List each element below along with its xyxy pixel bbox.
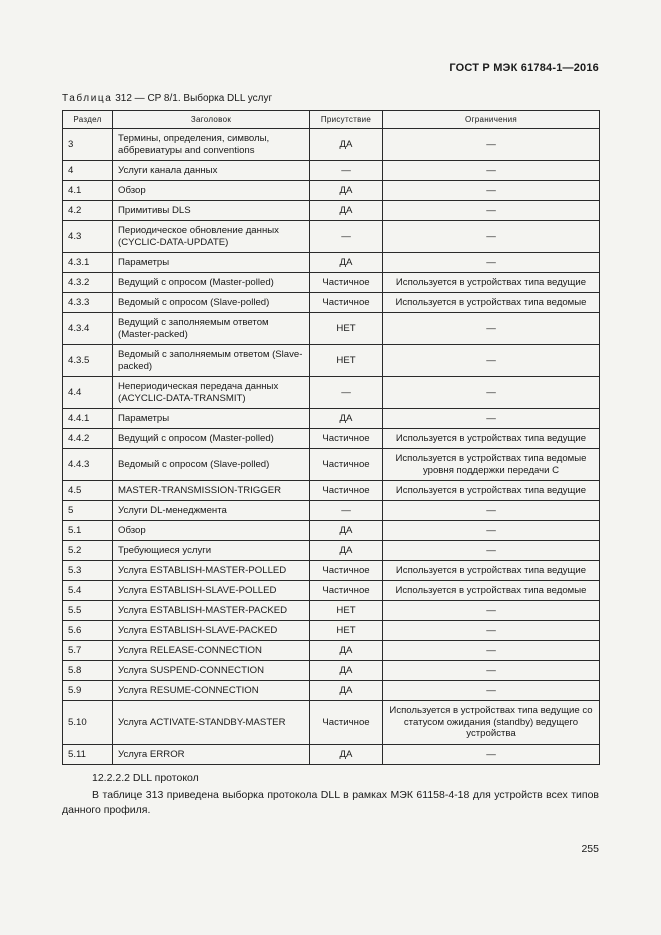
cell-title: Услуга ACTIVATE-STANDBY-MASTER: [113, 701, 310, 745]
cell-constraints: —: [383, 377, 600, 409]
section-body-text: В таблице 313 приведена выборка протокола DLL в рамках МЭК 61158-4-18 для устройств всех типов данного профиля.: [62, 789, 599, 816]
cell-section: 4.5: [63, 481, 113, 501]
table-caption-prefix: Таблица: [62, 93, 113, 104]
document-header: ГОСТ Р МЭК 61784-1—2016: [449, 62, 599, 74]
cell-title: Термины, определения, символы, аббревиатуры and conventions: [113, 129, 310, 161]
cell-presence: ДА: [310, 129, 383, 161]
cell-constraints: Используется в устройствах типа ведущие со статусом ожидания (standby) ведущего устройства: [383, 701, 600, 745]
cell-constraints: —: [383, 745, 600, 765]
cell-section: 4.4.1: [63, 409, 113, 429]
table-row: [63, 129, 600, 161]
table-row: [63, 221, 600, 253]
column-header-title: Заголовок: [113, 111, 310, 129]
table-row: [63, 701, 600, 745]
cell-presence: ДА: [310, 409, 383, 429]
cell-title: Непериодическая передача данных (ACYCLIC-DATA-TRANSMIT): [113, 377, 310, 409]
cell-presence: Частичное: [310, 581, 383, 601]
cell-presence: Частичное: [310, 561, 383, 581]
cell-presence: ДА: [310, 681, 383, 701]
cell-constraints: —: [383, 313, 600, 345]
cell-title: Услуги DL-менеджмента: [113, 501, 310, 521]
table-row: [63, 641, 600, 661]
table-body: [63, 129, 600, 765]
cell-section: 4.3: [63, 221, 113, 253]
table-row: [63, 377, 600, 409]
cell-presence: ДА: [310, 661, 383, 681]
cell-title: Ведомый с опросом (Slave-polled): [113, 293, 310, 313]
cell-constraints: —: [383, 129, 600, 161]
cell-presence: Частичное: [310, 449, 383, 481]
cell-constraints: —: [383, 161, 600, 181]
table-row: [63, 313, 600, 345]
cell-constraints: —: [383, 521, 600, 541]
cell-section: 4.4: [63, 377, 113, 409]
table-row: [63, 429, 600, 449]
table-header-row: [63, 111, 600, 129]
dll-services-table: [62, 110, 600, 765]
cell-presence: ДА: [310, 521, 383, 541]
cell-presence: Частичное: [310, 429, 383, 449]
table-row: [63, 661, 600, 681]
table-row: [63, 253, 600, 273]
table-row: [63, 181, 600, 201]
cell-title: Примитивы DLS: [113, 201, 310, 221]
table-row: [63, 681, 600, 701]
cell-section: 4: [63, 161, 113, 181]
cell-constraints: —: [383, 501, 600, 521]
cell-constraints: —: [383, 621, 600, 641]
cell-section: 5.5: [63, 601, 113, 621]
cell-presence: НЕТ: [310, 601, 383, 621]
cell-presence: ДА: [310, 201, 383, 221]
cell-title: MASTER-TRANSMISSION-TRIGGER: [113, 481, 310, 501]
table-row: [63, 273, 600, 293]
cell-presence: Частичное: [310, 293, 383, 313]
cell-section: 5.3: [63, 561, 113, 581]
cell-constraints: —: [383, 601, 600, 621]
cell-constraints: Используется в устройствах типа ведомые уровня поддержки передачи С: [383, 449, 600, 481]
cell-section: 5.2: [63, 541, 113, 561]
cell-section: 5.9: [63, 681, 113, 701]
cell-title: Параметры: [113, 409, 310, 429]
cell-title: Услуга ESTABLISH-SLAVE-PACKED: [113, 621, 310, 641]
table-row: [63, 501, 600, 521]
cell-title: Услуга ESTABLISH-MASTER-POLLED: [113, 561, 310, 581]
cell-section: 4.2: [63, 201, 113, 221]
cell-presence: ДА: [310, 641, 383, 661]
table-row: [63, 201, 600, 221]
table-row: [63, 293, 600, 313]
cell-constraints: —: [383, 681, 600, 701]
cell-presence: —: [310, 221, 383, 253]
column-header-presence: Присутствие: [310, 111, 383, 129]
cell-constraints: Используется в устройствах типа ведущие: [383, 429, 600, 449]
table-row: [63, 521, 600, 541]
table-row: [63, 601, 600, 621]
cell-section: 5.11: [63, 745, 113, 765]
cell-presence: ДА: [310, 541, 383, 561]
cell-section: 5.4: [63, 581, 113, 601]
table-row: [63, 745, 600, 765]
page-number: 255: [581, 843, 599, 855]
cell-title: Периодическое обновление данных (CYCLIC-DATA-UPDATE): [113, 221, 310, 253]
cell-title: Услуга ERROR: [113, 745, 310, 765]
cell-constraints: Используется в устройствах типа ведущие: [383, 561, 600, 581]
cell-presence: —: [310, 501, 383, 521]
cell-presence: НЕТ: [310, 313, 383, 345]
cell-section: 5.8: [63, 661, 113, 681]
cell-section: 4.3.3: [63, 293, 113, 313]
cell-presence: —: [310, 377, 383, 409]
cell-title: Услуга SUSPEND-CONNECTION: [113, 661, 310, 681]
cell-section: 5.6: [63, 621, 113, 641]
table-caption-number: 312: [115, 93, 132, 104]
table-row: [63, 581, 600, 601]
table-row: [63, 621, 600, 641]
cell-section: 4.3.1: [63, 253, 113, 273]
section-heading: 12.2.2.2 DLL протокол: [92, 772, 199, 784]
cell-title: Ведомый с заполняемым ответом (Slave-packed): [113, 345, 310, 377]
cell-constraints: —: [383, 541, 600, 561]
table-caption-text: — CP 8/1. Выборка DLL услуг: [131, 93, 273, 104]
cell-section: 4.4.3: [63, 449, 113, 481]
table-row: [63, 541, 600, 561]
cell-section: 5: [63, 501, 113, 521]
cell-title: Обзор: [113, 181, 310, 201]
table-caption: [62, 93, 272, 104]
cell-section: 4.3.4: [63, 313, 113, 345]
table-row: [63, 345, 600, 377]
cell-constraints: —: [383, 253, 600, 273]
cell-section: 5.10: [63, 701, 113, 745]
cell-title: Обзор: [113, 521, 310, 541]
cell-presence: Частичное: [310, 273, 383, 293]
cell-title: Услуга RELEASE-CONNECTION: [113, 641, 310, 661]
cell-title: Услуга RESUME-CONNECTION: [113, 681, 310, 701]
cell-presence: НЕТ: [310, 345, 383, 377]
cell-title: Требующиеся услуги: [113, 541, 310, 561]
cell-presence: Частичное: [310, 701, 383, 745]
cell-presence: ДА: [310, 181, 383, 201]
cell-presence: ДА: [310, 745, 383, 765]
cell-constraints: —: [383, 221, 600, 253]
column-header-section: Раздел: [63, 111, 113, 129]
cell-title: Ведомый с опросом (Slave-polled): [113, 449, 310, 481]
cell-presence: ДА: [310, 253, 383, 273]
cell-title: Ведущий с опросом (Master-polled): [113, 273, 310, 293]
cell-title: Услуги канала данных: [113, 161, 310, 181]
cell-presence: —: [310, 161, 383, 181]
cell-constraints: —: [383, 201, 600, 221]
cell-constraints: Используется в устройствах типа ведомые: [383, 293, 600, 313]
cell-presence: НЕТ: [310, 621, 383, 641]
table-row: [63, 561, 600, 581]
cell-section: 4.4.2: [63, 429, 113, 449]
cell-constraints: —: [383, 345, 600, 377]
cell-constraints: —: [383, 661, 600, 681]
cell-constraints: —: [383, 641, 600, 661]
cell-section: 5.7: [63, 641, 113, 661]
column-header-constraints: Ограничения: [383, 111, 600, 129]
cell-title: Параметры: [113, 253, 310, 273]
table-row: [63, 481, 600, 501]
cell-constraints: —: [383, 181, 600, 201]
cell-section: 4.1: [63, 181, 113, 201]
cell-title: Услуга ESTABLISH-SLAVE-POLLED: [113, 581, 310, 601]
cell-constraints: —: [383, 409, 600, 429]
cell-constraints: Используется в устройствах типа ведущие: [383, 481, 600, 501]
cell-section: 3: [63, 129, 113, 161]
cell-title: Услуга ESTABLISH-MASTER-PACKED: [113, 601, 310, 621]
cell-constraints: Используется в устройствах типа ведомые: [383, 581, 600, 601]
table-row: [63, 161, 600, 181]
cell-title: Ведущий с опросом (Master-polled): [113, 429, 310, 449]
cell-constraints: Используется в устройствах типа ведущие: [383, 273, 600, 293]
cell-section: 5.1: [63, 521, 113, 541]
table-row: [63, 409, 600, 429]
cell-title: Ведущий с заполняемым ответом (Master-packed): [113, 313, 310, 345]
table-row: [63, 449, 600, 481]
cell-section: 4.3.2: [63, 273, 113, 293]
cell-presence: Частичное: [310, 481, 383, 501]
cell-section: 4.3.5: [63, 345, 113, 377]
